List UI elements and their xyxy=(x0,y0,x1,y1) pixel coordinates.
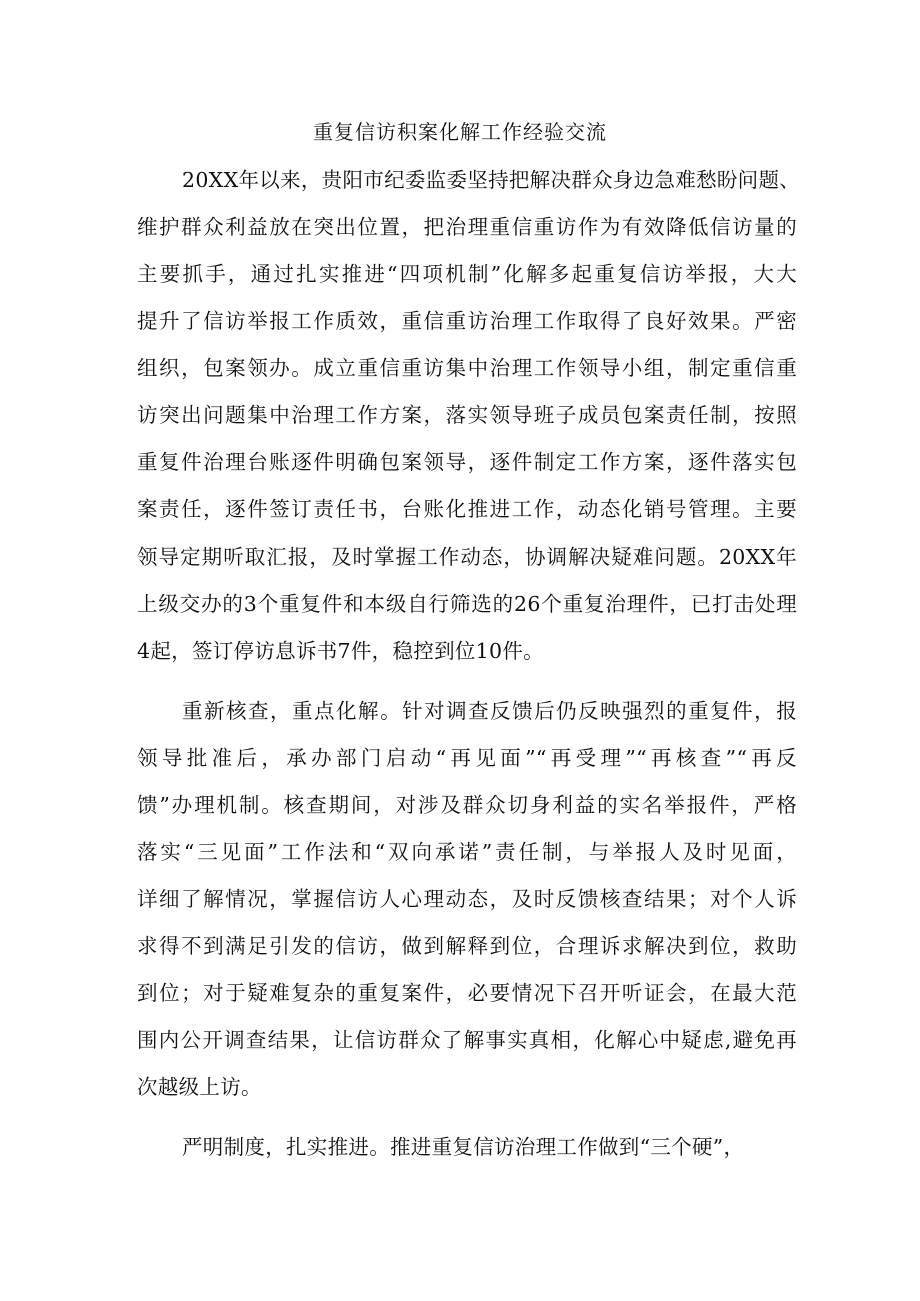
paragraph-1-line-1: 20XX年以来，贵阳市纪委监委坚持把解决群众身边急难愁盼问题、 xyxy=(182,168,801,192)
paragraph-2-line-5: 详细了解情况，掌握信访人心理动态，及时反馈核查结果；对个人诉 xyxy=(137,887,797,911)
paragraph-2-line-9: 次越级上访。 xyxy=(137,1075,262,1099)
paragraph-1-line-3: 主要抓手，通过扎实推进“四项机制”化解多起重复信访举报，大大 xyxy=(137,262,797,286)
paragraph-1-line-2: 维护群众利益放在突出位置，把治理重信重访作为有效降低信访量的 xyxy=(137,215,797,239)
paragraph-2-line-6: 求得不到满足引发的信访，做到解释到位，合理诉求解决到位，救助 xyxy=(137,934,797,958)
paragraph-2-line-7: 到位；对于疑难复杂的重复案件，必要情况下召开听证会，在最大范 xyxy=(137,981,797,1005)
paragraph-1-line-4: 提升了信访举报工作质效，重信重访治理工作取得了良好效果。严密 xyxy=(137,309,797,333)
paragraph-1-line-11: 4起，签订停访息诉书7件，稳控到位10件。 xyxy=(137,639,544,663)
paragraph-1-line-8: 案责任，逐件签订责任书，台账化推进工作，动态化销号管理。主要 xyxy=(137,497,797,521)
paragraph-2-line-2: 领导批准后，承办部门启动“再见面”“再受理”“再核查”“再反 xyxy=(137,746,797,770)
paragraph-2-line-1: 重新核查，重点化解。针对调查反馈后仍反映强烈的重复件，报 xyxy=(182,699,797,723)
paragraph-2-line-3: 馈”办理机制。核查期间，对涉及群众切身利益的实名举报件，严格 xyxy=(137,793,797,817)
paragraph-1-line-10: 上级交办的3个重复件和本级自行筛选的26个重复治理件，已打击处理 xyxy=(137,592,797,616)
document-title: 重复信访积案化解工作经验交流 xyxy=(313,120,607,144)
paragraph-2-line-4: 落实“三见面”工作法和“双向承诺”责任制，与举报人及时见面， xyxy=(137,840,797,864)
paragraph-1-line-5: 组织，包案领办。成立重信重访集中治理工作领导小组，制定重信重 xyxy=(137,356,797,380)
paragraph-1-line-9: 领导定期听取汇报，及时掌握工作动态，协调解决疑难问题。20XX年 xyxy=(137,545,797,569)
paragraph-2-line-8: 围内公开调查结果，让信访群众了解事实真相，化解心中疑虑,避免再 xyxy=(137,1028,797,1052)
paragraph-1-line-6: 访突出问题集中治理工作方案，落实领导班子成员包案责任制，按照 xyxy=(137,403,797,427)
paragraph-3-line-1: 严明制度，扎实推进。推进重复信访治理工作做到“三个硬”， xyxy=(182,1135,745,1159)
paragraph-1-line-7: 重复件治理台账逐件明确包案领导，逐件制定工作方案，逐件落实包 xyxy=(137,450,797,474)
